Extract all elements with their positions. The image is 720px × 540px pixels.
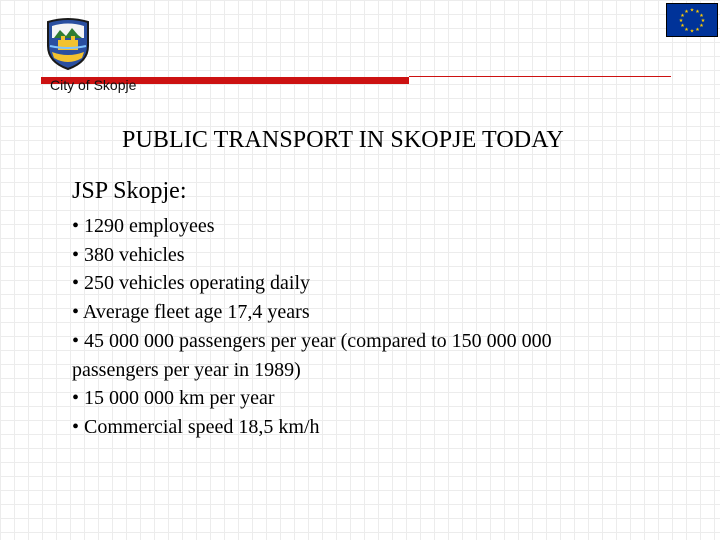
svg-text:★: ★ <box>700 18 706 24</box>
svg-text:★: ★ <box>689 7 695 14</box>
bullet-km: • 15 000 000 km per year <box>72 387 275 410</box>
svg-text:★: ★ <box>684 9 689 15</box>
svg-text:★: ★ <box>684 27 689 33</box>
bullet-passengers: • 45 000 000 passengers per year (compared to 150 000 000 <box>72 329 552 352</box>
bullet-fleet-age: • Average fleet age 17,4 years <box>72 301 310 324</box>
bullet-vehicles-daily: • 250 vehicles operating daily <box>72 272 311 295</box>
bullet-vehicles: • 380 vehicles <box>72 243 185 266</box>
skopje-coat-of-arms-icon <box>44 16 92 70</box>
svg-text:★: ★ <box>680 13 685 19</box>
svg-text:★: ★ <box>695 27 700 33</box>
slide-subtitle: JSP Skopje: <box>72 178 187 204</box>
slide-title: PUBLIC TRANSPORT IN SKOPJE TODAY <box>122 127 564 153</box>
city-label: City of Skopje <box>50 77 137 93</box>
bullet-list <box>72 212 672 442</box>
bullet-employees: • 1290 employees <box>72 215 215 237</box>
svg-text:★: ★ <box>680 23 685 29</box>
svg-text:★: ★ <box>695 9 700 15</box>
bullet-speed: • Commercial speed 18,5 km/h <box>72 415 320 438</box>
svg-text:★: ★ <box>678 18 684 24</box>
svg-text:★: ★ <box>689 28 695 35</box>
svg-text:★: ★ <box>699 23 704 29</box>
eu-flag-icon <box>666 3 718 37</box>
header-rule <box>409 76 671 77</box>
svg-text:★: ★ <box>699 13 704 19</box>
bullet-passengers-cont: passengers per year in 1989) <box>72 358 301 381</box>
